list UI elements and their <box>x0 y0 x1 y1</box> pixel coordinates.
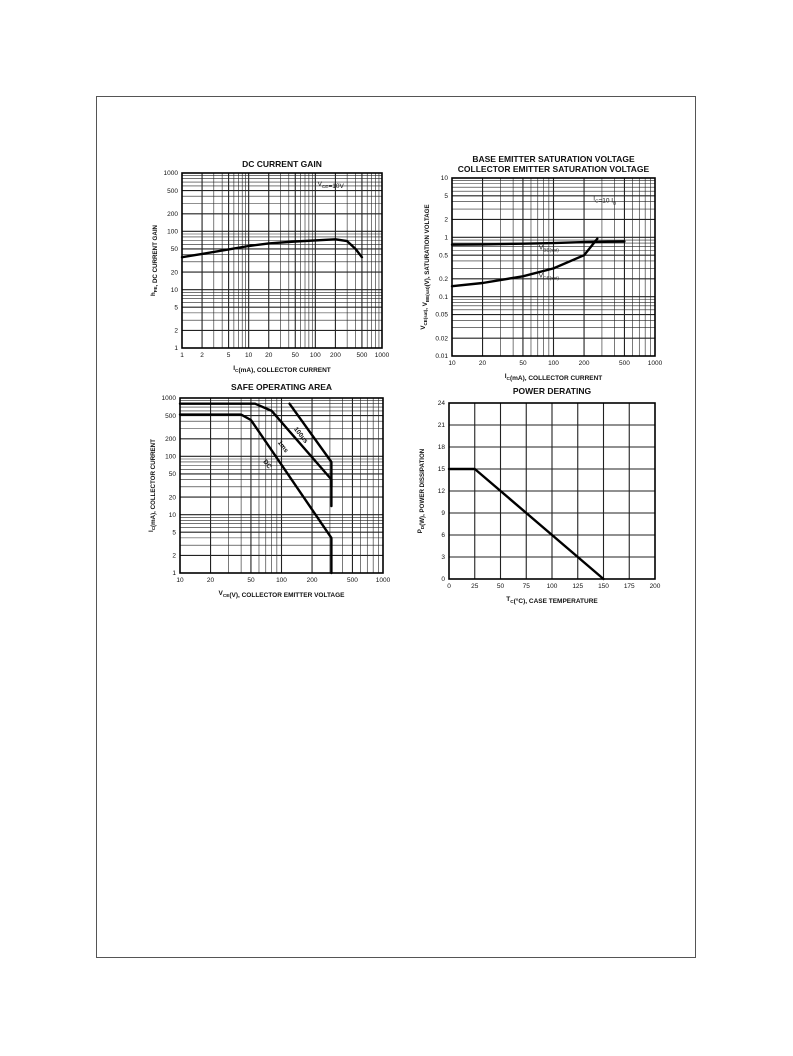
y-tick-label: 20 <box>168 494 176 502</box>
x-axis-label: $I_C(mA)$, COLLECTOR CURRENT <box>233 365 331 374</box>
x-axis-label: $T_C(^\circ C)$, CASE TEMPERATURE <box>506 596 598 605</box>
y-tick-label: 5 <box>174 304 178 312</box>
x-tick-label: 1 <box>180 352 184 359</box>
chart-annotation: 100μs <box>292 426 309 445</box>
y-axis-label: $V_{CE(sat)}$, $V_{BE(sat)}(V)$, SATURATION VOLTAGE <box>420 204 431 330</box>
y-tick-label: 1000 <box>161 395 176 403</box>
y-tick-label: 15 <box>437 466 445 474</box>
grid <box>452 178 655 356</box>
chart-1 <box>150 159 390 374</box>
y-tick-label: 10 <box>168 511 176 519</box>
x-tick-label: 500 <box>356 352 368 359</box>
y-tick-label: 6 <box>441 532 445 540</box>
y-tick-label: 5 <box>172 529 176 537</box>
chart-subtitle: COLLECTOR EMITTER SATURATION VOLTAGE <box>457 164 650 174</box>
x-tick-label: 20 <box>206 577 215 584</box>
y-tick-label: 10 <box>170 286 178 294</box>
x-tick-label: 1000 <box>647 360 663 367</box>
y-tick-label: 1 <box>174 345 178 353</box>
y-tick-label: 0.02 <box>435 335 448 343</box>
y-tick-label: 50 <box>168 471 176 479</box>
y-tick-label: 200 <box>165 435 176 443</box>
x-tick-label: 20 <box>478 360 487 367</box>
x-tick-label: 500 <box>619 360 630 367</box>
y-tick-label: 10 <box>440 175 448 183</box>
x-tick-label: 1000 <box>374 352 390 359</box>
x-tick-label: 100 <box>546 583 558 590</box>
x-axis-label: $I_C(mA)$, COLLECTOR CURRENT <box>504 373 603 382</box>
x-tick-label: 50 <box>291 352 299 359</box>
x-tick-label: 0 <box>447 583 451 590</box>
y-tick-label: 9 <box>441 510 445 518</box>
chart-annotation: $V_{BE(sat)}$ <box>538 244 559 253</box>
y-tick-label: 18 <box>437 444 445 452</box>
x-tick-label: 100 <box>309 352 321 359</box>
y-tick-label: 500 <box>165 412 176 420</box>
y-tick-label: 0.01 <box>435 353 448 361</box>
y-axis-label: $I_C(mA)$, COLLECTOR CURRENT <box>148 439 157 532</box>
y-tick-label: 21 <box>437 422 445 430</box>
x-axis-label: $V_{CE}(V)$, COLLECTOR EMITTER VOLTAGE <box>218 590 345 599</box>
x-tick-label: 200 <box>306 577 318 584</box>
x-tick-label: 500 <box>347 577 358 584</box>
chart-4 <box>417 386 661 605</box>
plot-frame <box>182 173 382 348</box>
y-tick-label: 100 <box>167 228 178 236</box>
y-tick-label: 20 <box>170 269 178 277</box>
chart-annotation: 1ms <box>275 439 290 455</box>
grid <box>449 403 655 579</box>
chart-title: POWER DERATING <box>512 386 592 396</box>
chart-annotation: $V_{CE(sat)}$ <box>538 272 559 281</box>
x-tick-label: 200 <box>578 360 590 367</box>
x-tick-label: 2 <box>200 352 204 359</box>
x-tick-label: 10 <box>448 360 456 367</box>
y-axis-label: $P_D(W)$, POWER DISSIPATION <box>417 448 426 534</box>
x-tick-label: 10 <box>176 577 184 584</box>
y-tick-label: 200 <box>167 210 178 218</box>
y-tick-label: 0.2 <box>438 276 448 284</box>
x-tick-label: 50 <box>247 577 255 584</box>
x-tick-label: 50 <box>519 360 527 367</box>
series-line-2 <box>241 404 331 506</box>
x-tick-label: 75 <box>522 583 530 590</box>
y-tick-label: 1 <box>444 234 448 242</box>
y-tick-label: 50 <box>170 246 178 254</box>
x-tick-label: 10 <box>245 352 253 359</box>
y-tick-label: 2 <box>444 216 448 224</box>
chart-title: BASE EMITTER SATURATION VOLTAGE <box>472 154 635 164</box>
y-tick-label: 12 <box>437 488 445 496</box>
y-tick-label: 500 <box>167 187 178 195</box>
x-tick-label: 20 <box>265 352 273 359</box>
x-tick-label: 50 <box>496 583 505 590</box>
y-tick-label: 1000 <box>163 170 178 178</box>
y-tick-label: 2 <box>172 552 176 560</box>
y-tick-label: 24 <box>437 400 445 408</box>
y-tick-label: 0.05 <box>435 311 448 319</box>
y-tick-label: 1 <box>172 570 176 578</box>
x-tick-label: 100 <box>276 577 287 584</box>
x-tick-label: 175 <box>623 583 635 590</box>
x-tick-label: 200 <box>649 583 661 590</box>
x-tick-label: 150 <box>598 583 609 590</box>
x-tick-label: 5 <box>226 352 231 359</box>
x-tick-label: 25 <box>471 583 479 590</box>
x-tick-label: 200 <box>329 352 341 359</box>
y-axis-label: $h_{FE}$, DC CURRENT GAIN <box>150 224 159 297</box>
chart-annotation: $V_{CE}=10V$ <box>317 180 344 190</box>
y-tick-label: 2 <box>174 327 178 335</box>
chart-2 <box>420 154 663 382</box>
y-tick-label: 100 <box>165 453 176 461</box>
grid <box>180 398 383 573</box>
y-tick-label: 3 <box>441 554 445 562</box>
x-tick-label: 125 <box>572 583 584 590</box>
chart-title: DC CURRENT GAIN <box>242 159 322 169</box>
chart-annotation: DC <box>261 458 273 471</box>
y-tick-label: 0 <box>441 576 445 584</box>
grid <box>182 173 382 348</box>
y-tick-label: 0.1 <box>438 293 448 301</box>
chart-annotation: $I_C=10$ $I_B$ <box>593 195 617 206</box>
y-tick-label: 0.5 <box>438 252 448 260</box>
x-tick-label: 1000 <box>375 577 391 584</box>
y-tick-label: 5 <box>444 193 448 201</box>
chart-3 <box>148 382 391 599</box>
x-tick-label: 100 <box>548 360 559 367</box>
chart-title: SAFE OPERATING AREA <box>230 382 333 392</box>
